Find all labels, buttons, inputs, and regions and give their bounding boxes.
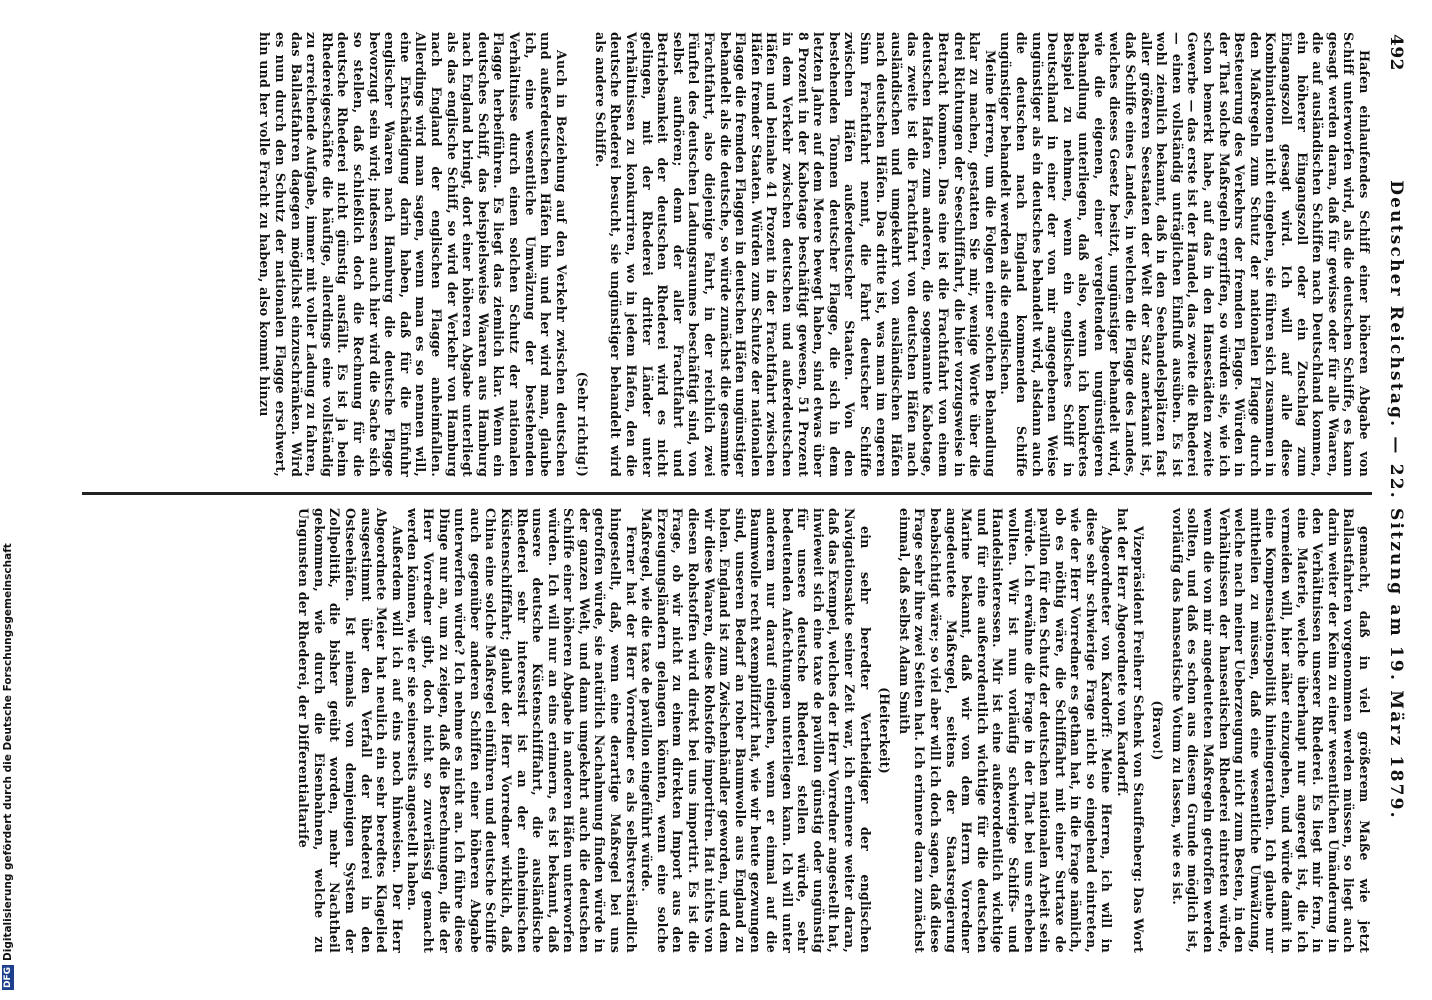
running-title: Deutscher Reichstag. — 22. Sitzung am 19. März 1879. <box>1386 180 1406 820</box>
interjection: (Sehr richtig!) <box>575 371 591 477</box>
text-column-left <box>257 32 1372 477</box>
text-column-right <box>296 508 1372 953</box>
column-divider <box>82 492 1372 495</box>
paragraph: Hafen einlaufendes Schiff einer höheren Abgabe von Schiff unterworfen wird, als die deutschen Schiffe, es kann gesagt werden daran, daß für gewisse oder für alle Waaren, die auf ausländischen Schiffen nach Deutschland kommen, ein höherer Eingangszoll oder ein Zuschlag zum Eingangszoll gesagt wird. Ich will auf alle diese Kombinationen nicht eingehen, sie führen sich zusammen in den Maßregeln zum Schutz der nationalen Flagge durch Besteuerung des Verkehrs der fremden Flagge. Würden in der That solche Maßregeln ergriffen, so würden sie, wie ich schon bemerkt habe, auf das in den Hansestädten zweite Gewerbe — das erste ist der Handel, das zweite die Rhederei — einen vollständig unträglichen Einfluß ausüben. Es ist wohl ziemlich bekannt, daß in den Seehandelsplätzen fast aller größeren Seestaaten der Welt der Satz anerkannt ist, daß Schiffe eines Landes, in welchen die Flagge des Landes, welches dieses Gesetz besitzt, ungünstiger behandelt wird, wie die eigenen, einer vergeltenden ungünstigeren Behandlung unterliegen, daß also, wenn ich konkretes Beispiel zu nehmen, wenn ein englisches Schiff in Deutschland in einer der von mir angegebenen Weise ungünstiger als ein deutsches behandelt wird, alsdann auch die deutschen nach England kommenden Schiffe ungünstiger behandelt werden als die englischen. <box>998 32 1372 477</box>
digitization-credit <box>2 0 16 990</box>
paragraph: Abgeordneter von Kardorff: Meine Herren, ich will in diese sehr schwierige Frage nicht so eingehend eintreten, wie der Herr Vorredner es gethan hat, in die Frage nämlich, ob es nöthig wäre, die Schifffahrt mit einer Surtaxe de pavillon für den Schutz der deutschen nationalen Arbeit sein würde. Ich erwähne die Frage in der That bei uns erheben wollten. Wir ist nun vorläufig schwierige Schiffs- und Handelsinteressen. Mir ist eine außerordentlich wichtige und für eine außerordentlich wichtige für die deutschen Marine bekannt, daß wir von dem Herrn Vorredner angedeutete Maßregel, seitens der Staatsregierung beabsichtigt wäre; so viel aber will ich doch sagen, daß diese Frage sehr ihre zwei Seiten hat. Ich erinnere daran zunächst einmal, daß selbst Adam Smith <box>896 508 1115 953</box>
page-number: 492 <box>1386 34 1406 71</box>
paragraph: gemacht, daß in viel größerem Maße wie jetzt Ballastfahrten vorgenommen werden müssen, so liegt auch darin weiter der Keim zu einer wesentlichen Umänderung in den Verhältnissen unserer Rhederei. Es liegt mir fern, in eine Materie, welche überhaupt nur angeregt ist, die ich vermeiden will, hier näher einzugehen, und würde damit in eine Kompensationspolitik hineingerathen. Ich glaube nur mittheilen zu müssen, daß eine wesentliche Umwälzung, welche nach meiner Ueberzeugung nicht zum Besten, in den Verhältnissen der hanseatischen Rhederei eintreten würde, wenn die von mir angedeuteten Maßregeln getroffen werden sollten, und daß es schon aus diesem Grunde möglich ist, vorläufig das hanseatische Votum zu lassen, wie es ist. <box>1169 508 1372 953</box>
paragraph: Auch in Beziehung auf den Verkehr zwischen deutschen und außerdeutschen Häfen hin und her wird man, glaube ich, eine wesentliche Umwälzung der bestehenden Verhältnisse durch einen solchen Schutz der nationalen Flagge herbeiführen. Es liegt das ziemlich klar. Wenn ein deutsches Schiff, das beispielsweise Waaren aus Hamburg nach England bringt, dort einer höheren Abgabe unterliegt als das englische Schiff, so wird der Verkehr von Hamburg nach England der englischen Flagge anheimfallen. Allerdings wird man sagen, wenn man es so nennen will, eine Entschädigung darin haben, daß für die Einfuhr englischer Waaren nach Hamburg die deutsche Flagge bevorzugt sein wird; indessen auch hier wird die Sache sich so stellen, daß schließlich doch die Rechnung für die deutsche Rhederei nicht günstig ausfällt. Es ist ja beim Rhedereigeschäfte die häufige, allerdings eine vollständig zu erreichende Aufgabe, immer mit voller Ladung zu fahren, das Ballastfahren dagegen möglichst einzuschränken. Wird es nun durch den Schutz der nationalen Flagge erschwert, hin und her volle Fracht zu haben, also kommt hinzu <box>257 32 569 477</box>
paragraph: Meine Herren, um die Folgen einer solchen Behandlung klar zu machen, gestatten Sie mir, wenige Worte über die drei Richtungen der Seeschifffahrt, die hier vorzugsweise in Betracht kommen. Das eine ist die Frachtfahrt von einem deutschen Hafen zum anderen, die sogenannte Kabotage, das zweite ist die Frachtfahrt von deutschen Häfen nach ausländischen und umgekehrt von ausländischen Häfen nach deutschen Häfen. Das dritte ist, was man im engeren Sinn Frachtfahrt nennt, die Fahrt deutscher Schiffe zwischen Häfen außerdeutscher Staaten. Von den bestehenden Tonnen deutscher Flagge, die sich in dem letzten Jahre auf dem Meere bewegt haben, sind etwas über 8 Prozent in der Kabotage beschäftigt gewesen, 51 Prozent in dem Verkehr zwischen deutschen und außerdeutschen Häfen und beinahe 41 Prozent in der Frachtfahrt zwischen Häfen fremder Staaten. Würden zum Schutze der nationalen Flagge die fremden Flaggen in deutschen Häfen ungünstiger behandelt als die deutsche, so würde zunächst die gesammte Frachtfahrt, also diejenige Fahrt, in der reichlich zwei Fünftel des deutschen Ladungsraumes beschäftigt sind, von selbst aufhören; denn der aller Frachtfahrt und Betriebsamkeit der deutschen Rhederei wird es nicht gelingen, mit der Rhederei dritter Länder unter Verhältnissen zu konkurriren, wo in jedem Hafen, den die deutsche Rhederei besucht, sie ungünstiger behandelt wird als andere Schiffe. <box>592 32 998 477</box>
paragraph: ein sehr beredter Vertheidiger der englischen Navigationsakte seiner Zeit war, ich erinnere weiter daran, daß das Exempel, welches der Herr Vorredner angestellt hat, inwieweit sich eine taxe de pavillon günstig oder ungünstig für unsere deutsche Rhederei stellen würde, sehr bedeutenden Anfechtungen unterliegen kann. Ich will unter anderem nur darauf eingehen, wenn er einmal auf die Baumwolle recht exemplifizirt hat, wie wir heute gezwungen sind, unseren Bedarf an roher Baumwolle aus England zu holen. England ist zum Zwischenhändler geworden, und dem wir diese Waaren, diese Rohstoffe importiren. Hat nichts von diesen Rohstoffen wird direkt bei uns importirt. Es ist die Frage, ob wir nicht zu einem direkten Import aus den Erzeugungsländern gelangen könnten, wenn eine solche Maßregel, wie die taxe de pavillon eingeführt würde. <box>639 508 873 953</box>
rotated-document-page <box>72 30 1412 970</box>
credit-text: Digitalisierung gefördert durch die Deutsche Forschungsgemeinschaft <box>2 543 14 961</box>
interjection: (Bravo!) <box>1150 700 1166 761</box>
interjection: (Heiterkeit) <box>877 687 893 774</box>
paragraph: Außerdem will ich auf eins noch hinweisen. Der Herr Abgeordnete Meier hat neulich ein sehr beredtes Klagelied ausgestimmt über den Verfall der Rhederei in den Ostseehäfen. Ist niemals von demjenigen System der Zollpolitik, die bisher geübt worden, mehr Nachtheil gekommen, wie durch die Eisenbahnen, welche zu Ungunsten der Rhederei, der Differentialtarife <box>296 508 405 953</box>
speaker-announcement: Vizepräsident Freiherr Schenk von Stauffenberg: Das Wort hat der Herr Abgeordnete von Kardorff. <box>1115 508 1146 953</box>
dfg-logo: DFG <box>3 966 13 988</box>
page-header <box>1376 30 1412 970</box>
paragraph: Ferner hat der Herr Vorredner es als selbstverständlich hingestellt, daß, wenn eine derartige Maßregel bei uns getroffen würde, sie natürlich Nachahmung finden würde in der ganzen Welt, und dann umgekehrt auch die deutschen Schiffe einer höheren Abgabe in anderen Häfen unterworfen würden. Ich will nur an eins erinnern, es ist bekannt, daß unsere deutsche Küstenschifffahrt, die ausländische Rhederei sehr interessirt ist an der einheimischen Küstenschifffahrt; glaubt der Herr Vorredner wirklich, daß China eine solche Maßregel einführen und deutsche Schiffe auch gegenüber anderen Schiffen einer höheren Abgabe unterwerfen würde? Ich nehme es nicht an. Ich führe diese Dinge nur an, um zu zeigen, daß die Berechnungen, die der Herr Vorredner gibt, doch nicht so zuverlässig gemacht werden können, wie er sie seinerseits angestellt haben. <box>405 508 639 953</box>
